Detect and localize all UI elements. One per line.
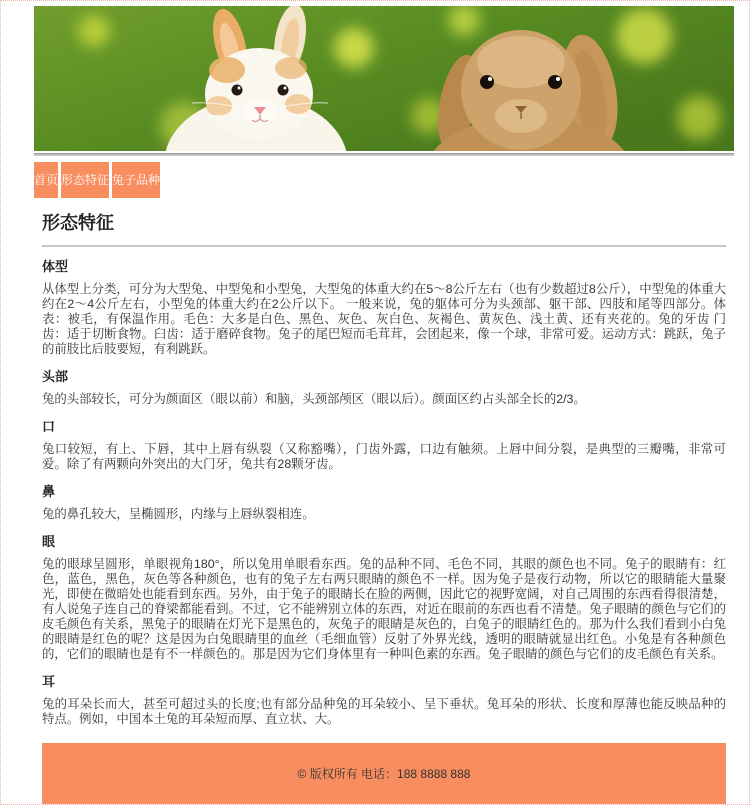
- nav-item-breeds: [112, 162, 160, 198]
- section-text-eye: 兔的眼球呈圆形，单眼视角180°，所以兔用单眼看东西。兔的品种不同、毛色不同，其眼的颜色也不同。兔子的眼睛有：红色，蓝色，黑色，灰色等各种颜色，也有的兔子左右两只眼睛的颜色不一样。因为兔子是夜行动物，所以它的眼睛能大量聚光，即使在微暗处也能看到东西。另外，由于兔子的眼睛长在脸的两侧，因此它的视野宽阔，对自己周围的东西看得很清楚，有人说兔子连自己的脊梁都能看到。不过，它不能辨别立体的东西，对近在眼前的东西也看不清楚。兔子眼睛的颜色与它们的皮毛颜色有关系，黑兔子的眼睛在灯光下是黑色的，灰兔子的眼睛是灰色的，白兔子的眼睛红色的。那为什么我们看到小白兔的眼睛是红色的呢？这是因为白兔眼睛里的血丝（毛细血管）反射了外界光线，透明的眼睛就显出红色。小兔是有各种颜色的，它们的眼睛也是有不一样颜色的。那是因为它们身体里有一种叫色素的东西。兔子眼睛的颜色与它们的皮毛颜色有关系。: [42, 556, 726, 661]
- rabbits-banner-image: [34, 6, 734, 151]
- banner-divider: [34, 153, 734, 156]
- nav-link-features[interactable]: 形态特征: [61, 162, 109, 198]
- section-heading-body-type: 体型: [42, 258, 69, 274]
- section-head: [42, 369, 726, 407]
- section-heading-nose: 鼻: [42, 483, 56, 499]
- section-heading-head: 头部: [42, 368, 69, 384]
- section-heading-eye: 眼: [42, 533, 56, 549]
- section-eye: [42, 534, 726, 662]
- section-body-type: [42, 259, 726, 357]
- footer: [42, 743, 726, 805]
- section-heading-mouth: 口: [42, 418, 56, 434]
- title-divider: [42, 245, 726, 247]
- section-ear: [42, 674, 726, 727]
- main-nav: [34, 162, 734, 198]
- section-nose: [42, 484, 726, 522]
- section-heading-ear: 耳: [42, 673, 56, 689]
- section-mouth: [42, 419, 726, 472]
- nav-item-home: [34, 162, 58, 198]
- nav-item-features: [61, 162, 109, 198]
- copyright-text: © 版权所有 电话：188 8888 888: [297, 766, 471, 781]
- section-text-nose: 兔的鼻孔较大，呈椭圆形，内缘与上唇纵裂相连。: [42, 506, 315, 521]
- main-content: [34, 213, 734, 727]
- content-container: [34, 6, 734, 805]
- section-text-mouth: 兔口较短，有上、下唇，其中上唇有纵裂（又称豁嘴），门齿外露，口边有触须。上唇中间分裂，是典型的三瓣嘴，非常可爱。除了有两颗向外突出的大门牙，兔共有28颗牙齿。: [42, 441, 726, 471]
- section-text-ear: 兔的耳朵长而大，甚至可超过头的长度;也有部分品种兔的耳朵较小、呈下垂状。兔耳朵的形状、长度和厚薄也能反映品种的特点。例如，中国本土兔的耳朵短而厚、直立状、大。: [42, 696, 726, 726]
- nav-link-home[interactable]: 首页: [34, 162, 58, 198]
- section-text-head: 兔的头部较长，可分为颜面区（眼以前）和脑，头颈部颅区（眼以后）。颜面区约占头部全长的2/3。: [42, 391, 586, 406]
- nav-link-breeds[interactable]: 兔子品种: [112, 162, 160, 198]
- section-text-body-type: 从体型上分类，可分为大型兔、中型兔和小型兔，大型兔的体重大约在5～8公斤左右（也有少数超过8公斤），中型兔的体重大约在2～4公斤左右，小型兔的体重大约在2公斤以下。 一般来说，兔的躯体可分为头颈部、躯干部、四肢和尾等四部分。体表：被毛，有保温作用。毛色：大多是白色、黑色、灰色、灰白色、灰褐色、黄灰色、浅土黄、还有夹花的。兔的牙齿 门齿：适于切断食物。臼齿：适于磨碎食物。兔子的尾巴短而毛茸茸，会团起来，像一个球，非常可爱。运动方式：跳跃，兔子的前肢比后肢要短，有利跳跃。: [42, 281, 726, 356]
- page-title: 形态特征: [42, 213, 114, 233]
